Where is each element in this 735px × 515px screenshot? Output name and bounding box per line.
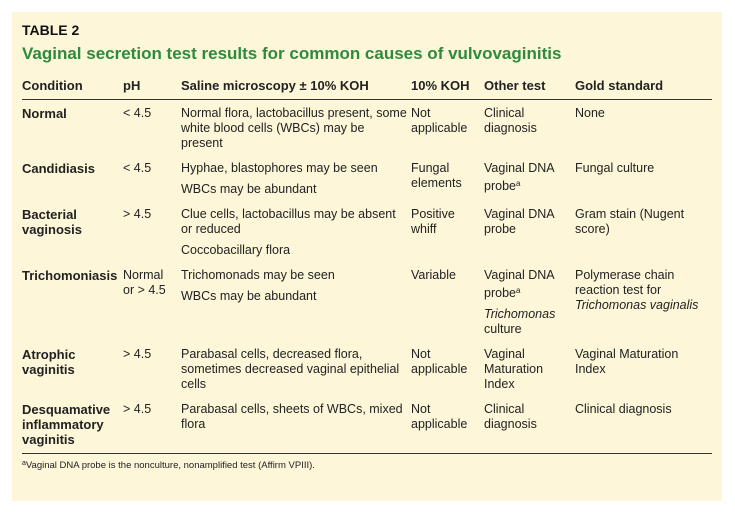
- footnote-marker: a: [515, 286, 521, 295]
- saline-line: Trichomonads may be seen: [181, 268, 335, 282]
- gold-standard-cell: Vaginal Maturation Index: [575, 347, 679, 376]
- saline-cell: Parabasal cells, decreased flora, sometimes decreased vaginal epithelial cells: [181, 347, 400, 391]
- table-panel: [12, 12, 722, 501]
- header-row: [22, 74, 712, 100]
- ph-cell: < 4.5: [123, 161, 152, 175]
- condition-cell: Trichomoniasis: [22, 268, 118, 283]
- saline-cell: [181, 201, 411, 262]
- other-test-cell: Clinical diagnosis: [484, 106, 537, 135]
- footnote-marker: a: [515, 179, 521, 188]
- saline-line: Clue cells, lactobacillus may be absent or reduced: [181, 207, 396, 236]
- ph-cell: > 4.5: [123, 347, 152, 361]
- other-test-cell: Vaginal Maturation Index: [484, 347, 544, 391]
- other-test-text: Vaginal DNA probe: [484, 268, 554, 300]
- condition-cell: Bacterial vaginosis: [22, 207, 82, 237]
- table-row: [22, 155, 712, 201]
- gold-standard-cell: Fungal culture: [575, 161, 655, 175]
- saline-line: WBCs may be abundant: [181, 182, 317, 196]
- gold-standard-cell: None: [575, 106, 605, 120]
- gold-standard-text: Polymerase chain reaction test for: [575, 268, 675, 297]
- table-row: [22, 201, 712, 262]
- koh-cell: Positive whiff: [411, 207, 455, 236]
- condition-cell: Candidiasis: [22, 161, 95, 176]
- other-test-italic: Trichomonas: [484, 307, 556, 321]
- saline-cell: Parabasal cells, sheets of WBCs, mixed flora: [181, 396, 411, 454]
- column-header-koh: 10% KOH: [411, 74, 484, 100]
- saline-line: WBCs may be abundant: [181, 289, 317, 303]
- column-header-condition: Condition: [22, 74, 123, 100]
- condition-cell: Desquamative inflammatory vaginitis: [22, 396, 123, 454]
- saline-line: Hyphae, blastophores may be seen: [181, 161, 378, 175]
- table-row: [22, 100, 712, 156]
- ph-cell: < 4.5: [123, 106, 152, 120]
- table-label: TABLE 2: [22, 22, 80, 38]
- other-test-cell: Vaginal DNA probe: [484, 207, 554, 236]
- saline-cell: [181, 155, 411, 201]
- gold-standard-cell: Clinical diagnosis: [575, 396, 712, 454]
- koh-cell: Not applicable: [411, 347, 468, 376]
- saline-cell: Normal flora, lactobacillus present, some white blood cells (WBCs) may be present: [181, 106, 407, 150]
- other-test-cell: Clinical diagnosis: [484, 396, 575, 454]
- footnote-marker: a: [22, 460, 26, 467]
- saline-cell: [181, 262, 411, 341]
- other-test-text: Vaginal DNA probe: [484, 161, 554, 193]
- column-header-saline: Saline microscopy ± 10% KOH: [181, 74, 411, 100]
- column-header-ph: pH: [123, 74, 181, 100]
- ph-cell: > 4.5: [123, 396, 181, 454]
- table-footnote: [22, 458, 712, 472]
- ph-cell: > 4.5: [123, 207, 152, 221]
- koh-cell: Fungal elements: [411, 161, 462, 190]
- gold-standard-cell: Gram stain (Nugent score): [575, 207, 685, 236]
- table-row: [22, 396, 712, 454]
- condition-cell: Atrophic vaginitis: [22, 347, 76, 377]
- table-row: [22, 341, 712, 396]
- ph-cell: Normal or > 4.5: [123, 268, 166, 297]
- table-title: Vaginal secretion test results for common causes of vulvovaginitis: [22, 44, 562, 63]
- footnote-text: Vaginal DNA probe is the nonculture, nonamplified test (Affirm VPIII).: [25, 460, 315, 471]
- koh-cell: Variable: [411, 268, 456, 282]
- other-test-text: culture: [484, 322, 522, 336]
- gold-standard-cell: [575, 262, 712, 341]
- koh-cell: Not applicable: [411, 106, 468, 135]
- gold-standard-italic: Trichomonas vaginalis: [575, 298, 699, 312]
- column-header-other-test: Other test: [484, 74, 575, 100]
- other-test-cell: [484, 262, 575, 341]
- other-test-cell: [484, 155, 575, 201]
- results-table: [22, 74, 712, 454]
- condition-cell: Normal: [22, 106, 67, 121]
- column-header-gold-standard: Gold standard: [575, 74, 712, 100]
- table-row: [22, 262, 712, 341]
- saline-line: Coccobacillary flora: [181, 243, 291, 257]
- koh-cell: Not applicable: [411, 396, 484, 454]
